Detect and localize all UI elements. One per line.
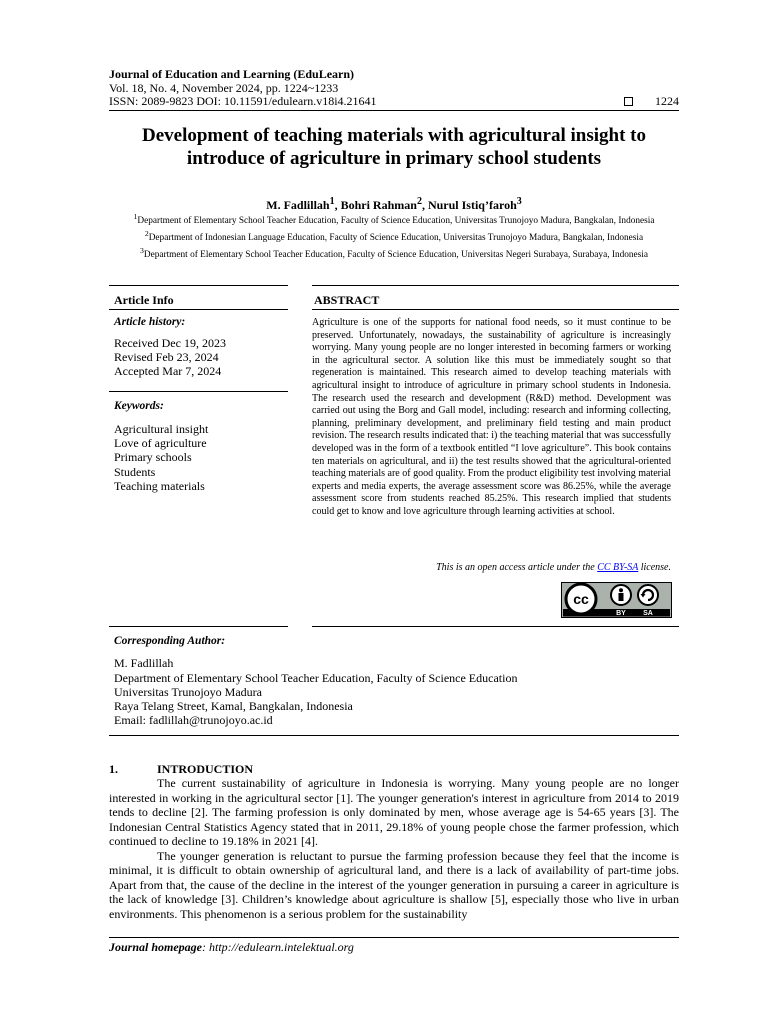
article-info-heading: Article Info — [114, 293, 174, 307]
affiliation-sup: 2 — [144, 228, 149, 238]
author-sup: 1 — [329, 196, 335, 207]
corr-heading: Corresponding Author: — [114, 635, 226, 647]
open-access-suffix: license. — [638, 562, 671, 573]
author-list: M. Fadlillah$^1$, Bohri Rahman$^2$, Nurul Istiq’faroh$^3$ — [266, 196, 522, 212]
article-title-line: introduce of agriculture in primary school students — [186, 148, 602, 169]
keywords-heading: Keywords: — [114, 400, 164, 412]
author-sup: 2 — [416, 196, 422, 207]
section-title: INTRODUCTION — [157, 762, 254, 776]
header-rule — [109, 110, 679, 111]
affiliation-sup: 1 — [133, 212, 138, 221]
journal-header — [109, 68, 679, 109]
affiliation-text: Department of Indonesian Language Education, Faculty of Science Education, Universitas Trunojoyo Madura, Bangkalan, Indonesia — [148, 232, 644, 243]
abstract-top-rule — [312, 285, 679, 286]
info-rule — [109, 309, 288, 310]
author-sup: 3 — [516, 196, 522, 207]
abstract-text: Agriculture is one of the supports for national food needs, so it must continue to be preserved. Unfortunately, nowadays, the sustainability of agriculture is increasingly worrying. Many young people are no longer interested in becoming farmers or working in the agricultural sector. A solution like this must be immediately sought so that regeneration is maintained. This research aimed to develop teaching materials with agricultural insight to introduce of agriculture in primary school students in Indonesia. The research used the research and development (R&D) method. Development was carried out using the Borg and Gall model, including: research and informing collecting, planning, preliminary development, and preliminary field testing and main product revision. The research results indicated that: i) the teaching material that was successfully developed was in the form of a textbook entitled “I love agriculture”. This book contains ten materials on agricultural, and ii) the test results showed that the agricultural-oriented teaching materials are of good quality. From the product eligibility test involving material experts and media experts, the average assessment score was 86.25%, while the average assessment score from students reached 85.25%. This research implied that students could get to know and love agriculture through learning activities at school. — [312, 317, 671, 517]
intro-paragraph: The current sustainability of agriculture in Indonesia is worrying. Many young people are no longer interested in working in the agricultural sector [1]. The younger generation's interest in agriculture from 2014 to 2019 tends to decline [2]. The farming profession is only dominated by men, whose average age is 54-65 years [3]. The Indonesian Central Statistics Agency stated that in 2011, 29.18% of young people chose the farmer profession, which continued to decline to 19.18% in 2021 [4]. — [109, 776, 679, 848]
journal-name: Journal of Education and Learning (EduLearn) — [109, 67, 355, 81]
corr-rule-left — [109, 626, 288, 627]
intro-heading — [109, 762, 253, 777]
homepage-url[interactable]: http://edulearn.intelektual.org — [209, 940, 354, 954]
square-icon — [624, 97, 633, 106]
article-title — [90, 124, 698, 170]
abstract-heading: ABSTRACT — [314, 293, 380, 307]
author-name: M. Fadlillah — [266, 198, 330, 212]
homepage-label: Journal homepage — [109, 940, 203, 954]
keyword: Students — [114, 464, 156, 479]
attribution-icon-body — [619, 593, 624, 601]
keyword: Teaching materials — [114, 478, 205, 493]
history-list — [114, 336, 288, 379]
intro-body — [109, 776, 679, 921]
keywords-rule — [109, 391, 288, 392]
share-alike-icon — [638, 585, 658, 605]
corr-email: Email: fadlillah@trunojoyo.ac.id — [114, 713, 273, 728]
corr-bottom-rule — [109, 735, 679, 736]
by-label: BY — [616, 610, 626, 617]
corr-line: Raya Telang Street, Kamal, Bangkalan, Indonesia — [114, 699, 353, 714]
intro-paragraph: The younger generation is reluctant to pursue the farming profession because they feel that the income is minimal, it is difficult to obtain ownership of agricultural land, and there is a lack of availability of part-time jobs. Apart from that, the cause of the decline in the interest of the younger generation in pursuing a career in agriculture is the lack of knowledge [3]. Children’s knowledge about agriculture is shallow [5], especially those who live in urban environments. This phenomenon is a serious problem for the sustainability — [109, 848, 679, 921]
cc-icon-text: cc — [573, 591, 589, 607]
affiliation — [100, 211, 688, 228]
affiliation — [100, 228, 688, 245]
sa-label: SA — [643, 610, 653, 617]
keyword: Agricultural insight — [114, 422, 209, 436]
article-title-line: Development of teaching materials with agricultural insight to — [142, 125, 646, 146]
corr-line: Universitas Trunojoyo Madura — [114, 684, 262, 699]
corresponding-author — [114, 634, 684, 728]
history-item: Revised Feb 23, 2024 — [114, 350, 219, 365]
affiliation-text: Department of Elementary School Teacher Education, Faculty of Science Education, Universitas Trunojoyo Madura, Bangkalan, Indonesia — [137, 216, 655, 227]
corr-line: M. Fadlillah — [114, 656, 174, 671]
affiliation-sup: 3 — [139, 245, 144, 255]
volume-line: Vol. 18, No. 4, November 2024, pp. 1224~1233 — [109, 80, 339, 95]
keyword: Love of agriculture — [114, 436, 207, 451]
keyword: Primary schools — [114, 450, 192, 465]
history-item: Accepted Mar 7, 2024 — [114, 364, 222, 379]
keywords-list — [114, 422, 288, 493]
cc-by-sa-link[interactable]: CC BY-SA — [597, 562, 639, 573]
attribution-icon-head — [619, 588, 623, 592]
affiliations — [100, 211, 688, 262]
homepage-separator: : — [202, 940, 210, 954]
author-name: Nurul Istiq’faroh — [427, 198, 517, 212]
section-number: 1. — [109, 762, 118, 776]
history-item: Received Dec 19, 2023 — [114, 336, 226, 350]
affiliation-text: Department of Elementary School Teacher Education, Faculty of Science Education, Universitas Negeri Surabaya, Surabaya, Indonesia — [143, 249, 648, 260]
issn-doi-line: ISSN: 2089-9823 DOI: 10.11591/edulearn.v18i4.21641 — [109, 94, 377, 108]
open-access-prefix: This is an open access article under the — [436, 562, 598, 573]
open-access-note — [312, 562, 671, 573]
page-number: 1224 — [655, 94, 679, 108]
footer-rule — [109, 937, 679, 938]
corr-rule-right — [312, 626, 679, 627]
info-top-rule — [109, 285, 288, 286]
abstract-rule — [312, 309, 679, 310]
history-heading: Article history: — [114, 316, 186, 328]
corr-line: Department of Elementary School Teacher Education, Faculty of Science Education — [114, 670, 518, 685]
affiliation — [100, 245, 688, 262]
author-name: Bohri Rahman — [340, 198, 417, 212]
journal-homepage — [109, 940, 354, 955]
cc-by-sa-badge[interactable] — [561, 582, 672, 618]
